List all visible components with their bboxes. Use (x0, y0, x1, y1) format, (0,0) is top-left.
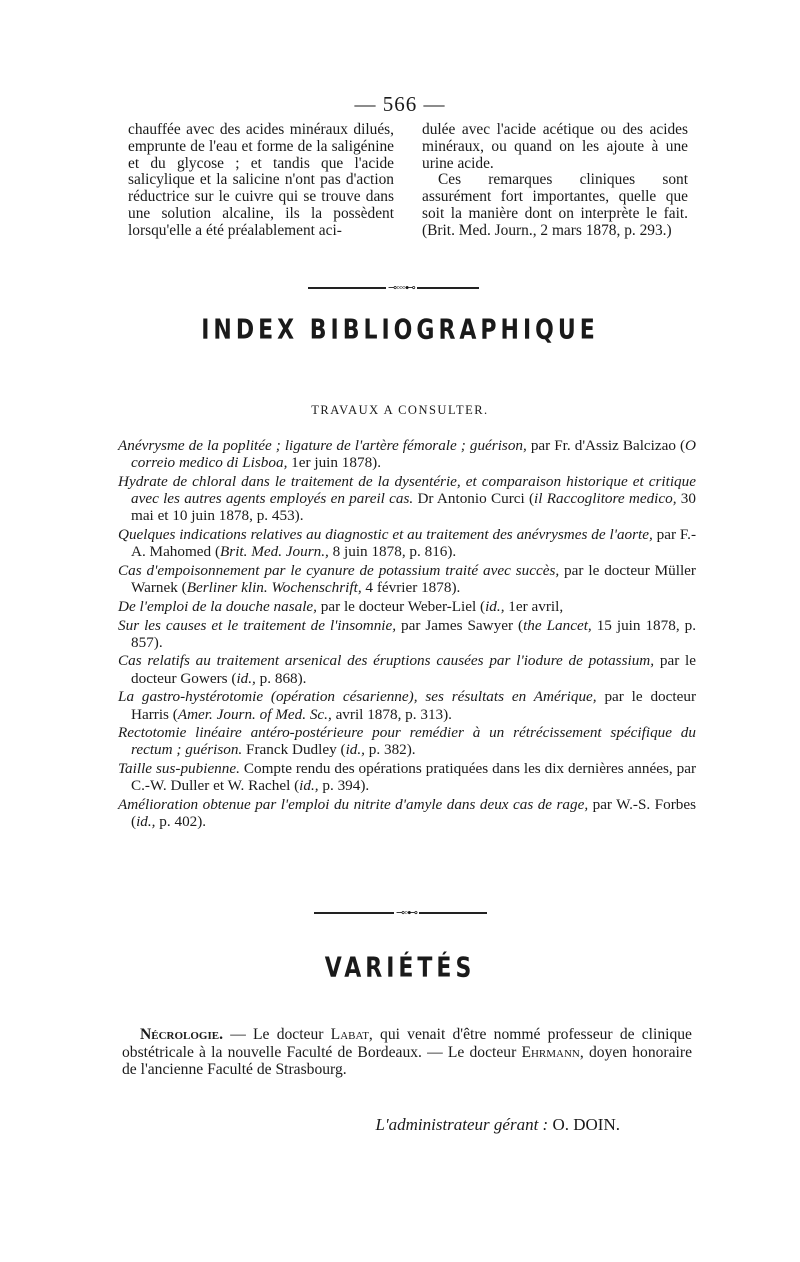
bibliography-entry: Cas relatifs au traitement arsenical des éruptions causées par l'iodure de potassium, par le docteur Gowers (id., p. 868). (118, 652, 696, 687)
divider-ornament: ⊸◦◦◦⊷ (388, 282, 415, 294)
divider-ornament: ⊸◦⊷ (396, 907, 418, 919)
intro-columns (128, 122, 688, 240)
bibliography-entry: Rectotomie linéaire antéro-postérieure pour remédier à un rétrécissement spécifique du rectum ; guérison. Franck Dudley (id., p. 382). (118, 724, 696, 759)
bibliography-entry: Cas d'empoisonnement par le cyanure de potassium traité avec succès, par le docteur Müller Warnek (Berliner klin. Wochenschrift, 4 février 1878). (118, 561, 696, 597)
left-column-text: chauffée avec des acides minéraux dilués, emprunte de l'eau et forme de la saligénine et du glycose ; et tandis que l'acide salicylique et la salicine n'ont pas d'action réductrice sur le cuivre qui se trouve dans une solution alcaline, ils la possèdent lorsqu'elle a été préalablement aci- (128, 121, 394, 239)
bibliography-entry: Quelques indications relatives au diagnostic et au traitement des anévrysmes de l'aorte, par F.-A. Mahomed (Brit. Med. Journ., 8 juin 1878, p. 816). (118, 526, 697, 561)
divider-line-left (308, 287, 386, 289)
necrologie-section (122, 1026, 692, 1079)
bibliography-list (118, 437, 696, 832)
necrologie-label: Nécrologie. (140, 1026, 224, 1043)
bibliography-entry: Hydrate de chloral dans le traitement de la dysentérie, et comparaison historique et critique avec les autres agents employés en pareil cas. Dr Antonio Curci (il Raccoglitore medico, 30 mai et 10 juin 1878, p. 453). (118, 472, 696, 525)
index-heading: INDEX BIBLIOGRAPHIQUE (201, 314, 599, 347)
ornamental-divider-2 (314, 908, 487, 918)
bibliography-entry: Taille sus-pubienne. Compte rendu des opérations pratiquées dans les dix dernières années, par C.-W. Duller et W. Rachel (id., p. 394). (118, 760, 697, 795)
subheading: TRAVAUX A CONSULTER. (311, 403, 489, 417)
divider-line-left (314, 912, 394, 914)
page-number: — 566 — (354, 92, 446, 116)
right-column-paragraph-2: Ces remarques cliniques sont assurément fort importantes, quelle que soit la manière dont on interprète le fait. (Brit. Med. Journ., 2 mars 1878, p. 293.) (422, 171, 688, 239)
divider-line-right (419, 912, 487, 914)
right-column-paragraph-1: dulée avec l'acide acétique ou des acides minéraux, ou quand on les ajoute à une urine acide. (422, 121, 688, 172)
person-name: Ehrmann (521, 1043, 580, 1061)
necrologie-paragraph: Nécrologie. — Le docteur Labat, qui venait d'être nommé professeur de clinique obstétricale à la nouvelle Faculté de Bordeaux. — Le docteur Ehrmann, doyen honoraire de l'ancienne Faculté de Strasbourg. (122, 1026, 692, 1079)
bibliography-entry: La gastro-hystérotomie (opération césarienne), ses résultats en Amérique, par le docteur Harris (Amer. Journ. of Med. Sc., avril 1878, p. 313). (118, 688, 696, 723)
signature-role: L'administrateur gérant : (375, 1115, 549, 1134)
bibliography-entry: Anévrysme de la poplitée ; ligature de l'artère fémorale ; guérison, par Fr. d'Assiz Balcizao (O correio medico di Lisboa, 1er juin 1878). (118, 437, 696, 472)
signature-name: O. DOIN. (548, 1115, 620, 1134)
signature (0, 1115, 790, 1135)
person-name: Labat (330, 1026, 369, 1043)
bibliography-entry: De l'emploi de la douche nasale, par le docteur Weber-Liel (id., 1er avril, (118, 597, 564, 615)
left-column (128, 122, 394, 240)
bibliography-entry: Amélioration obtenue par l'emploi du nitrite d'amyle dans deux cas de rage, par W.-S. Forbes (id., p. 402). (118, 796, 697, 831)
ornamental-divider-1 (308, 283, 479, 293)
right-column (422, 122, 688, 240)
divider-line-right (417, 287, 479, 289)
bibliography-entry: Sur les causes et le traitement de l'insomnie, par James Sawyer (the Lancet, 15 juin 1878, p. 857). (118, 616, 696, 651)
varietes-heading: VARIÉTÉS (324, 952, 476, 985)
